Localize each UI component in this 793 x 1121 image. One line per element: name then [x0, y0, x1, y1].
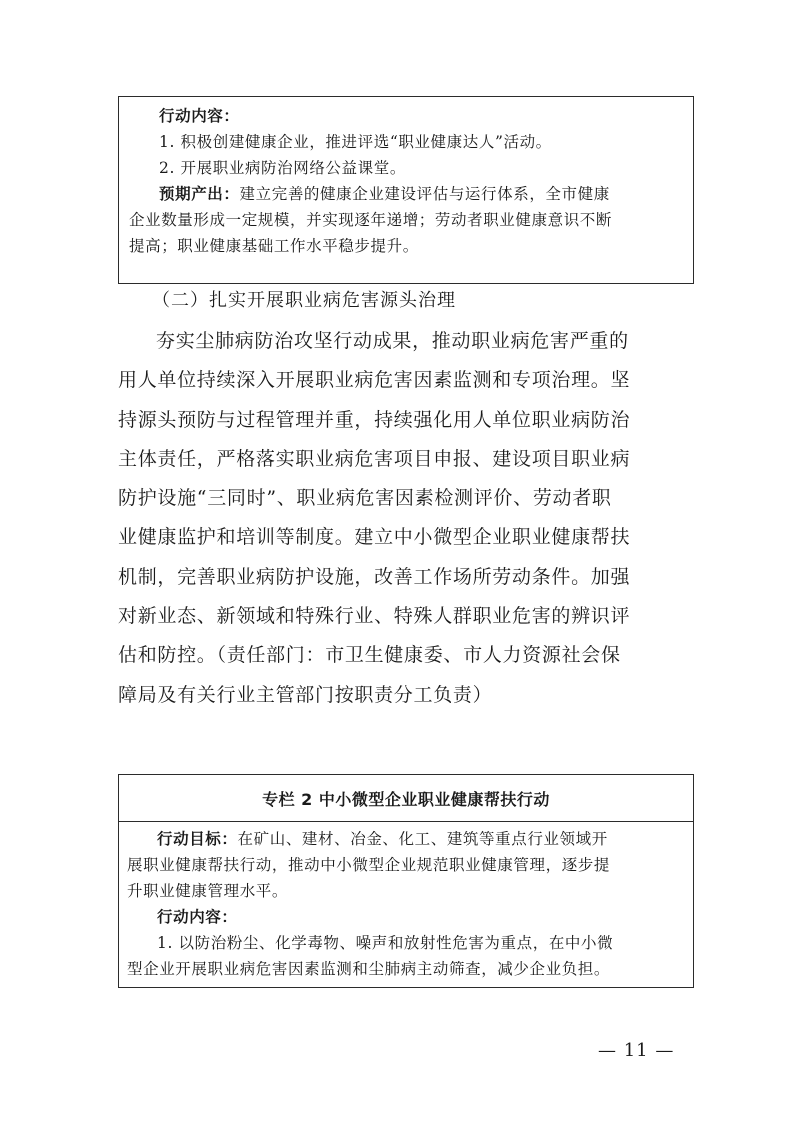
paragraph-line: 防护设施“三同时”、职业病危害因素检测评价、劳动者职 — [118, 487, 612, 510]
box1-line: 企业数量形成一定规模，并实现逐年递增；劳动者职业健康意识不断 — [129, 211, 613, 229]
special-column-body — [119, 822, 693, 982]
body-paragraph — [118, 322, 694, 715]
section-heading: （二）扎实开展职业病危害源头治理 — [152, 290, 456, 311]
box2-line: 升职业健康管理水平。 — [127, 882, 289, 900]
box2-line: 展职业健康帮扶行动，推动中小微型企业规范职业健康管理，逐步提 — [127, 856, 611, 874]
paragraph-line: 障局及有关行业主管部门按职责分工负责） — [118, 683, 493, 706]
page-number: — 11 — — [598, 1040, 675, 1061]
box1-line: 行动内容： — [159, 106, 240, 125]
box2-line: 1. 以防治粉尘、化学毒物、噪声和放射性危害为重点，在中小微 — [157, 934, 614, 952]
box2-line: 型企业开展职业病危害因素监测和尘肺病主动筛查，减少企业负担。 — [127, 960, 611, 978]
action-box-1 — [118, 96, 694, 284]
box1-line: 预期产出：建立完善的健康企业建设评估与运行体系，全市健康 — [159, 184, 610, 203]
paragraph-line: 持源头预防与过程管理并重，持续强化用人单位职业病防治 — [118, 408, 631, 431]
paragraph-line: 业健康监护和培训等制度。建立中小微型企业职业健康帮扶 — [118, 526, 631, 549]
box2-line: 行动目标：在矿山、建材、冶金、化工、建筑等重点行业领域开 — [157, 829, 608, 848]
paragraph-line: 机制，完善职业病防护设施，改善工作场所劳动条件。加强 — [118, 565, 631, 588]
box1-line: 提高；职业健康基础工作水平稳步提升。 — [129, 237, 419, 255]
paragraph-line: 用人单位持续深入开展职业病危害因素监测和专项治理。坚 — [118, 369, 631, 392]
paragraph-line: 估和防控。（责任部门：市卫生健康委、市人力资源社会保 — [118, 644, 621, 667]
paragraph-line: 对新业态、新领域和特殊行业、特殊人群职业危害的辨识评 — [118, 605, 631, 628]
paragraph-line: 夯实尘肺病防治攻坚行动成果，推动职业病危害严重的 — [156, 330, 629, 352]
paragraph-line: 主体责任，严格落实职业病危害项目申报、建设项目职业病 — [118, 447, 631, 470]
special-column-title: 专栏 2 中小微型企业职业健康帮扶行动 — [119, 775, 693, 822]
box1-line: 1. 积极创建健康企业，推进评选“职业健康达人”活动。 — [159, 133, 552, 151]
box2-line: 行动内容： — [157, 907, 238, 926]
special-column-box-2 — [118, 774, 694, 988]
box1-line: 2. 开展职业病防治网络公益课堂。 — [159, 159, 406, 177]
